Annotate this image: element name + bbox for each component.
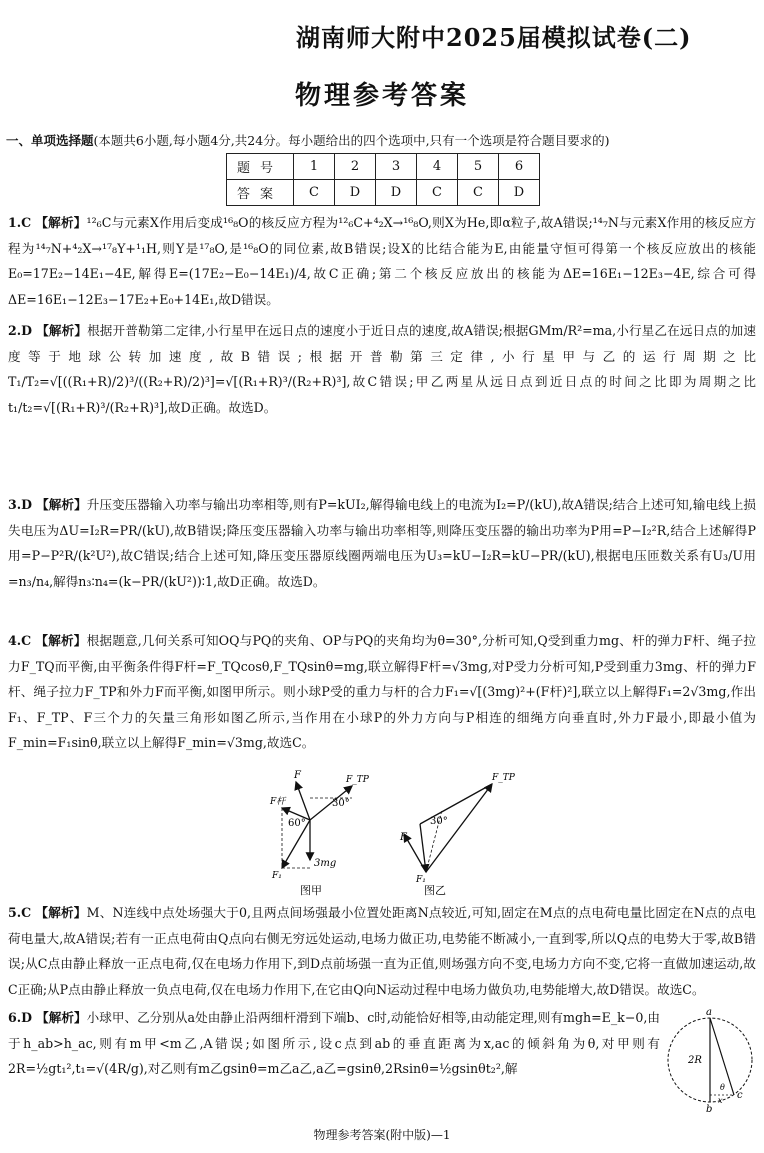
force-ftp-arrow — [426, 784, 492, 872]
question-3-explanation — [8, 492, 756, 594]
section-heading — [6, 131, 610, 149]
force-f1-arrow — [420, 824, 426, 872]
analysis-tag: 【解析】 — [35, 215, 87, 230]
question-text: M、N连线中点处场强大于0,且两点间场强最小位置处距离N点较近,可知,固定在M点的点电荷电量比固定在N点的点电荷电量大,故A错误;若有一正点电荷由Q点向右侧无穷远处运动,电场力做正功,电势能不断减小,一直到零,所以Q点的电势大于零,故B错误;从C点由静止释放一正点电荷,仅在电场力作用下,到D点前场强一直为正值,则场强方向不变,电场力方向不变,它将一直做加速运动,故C正确;从P点由静止释放一负点电荷,仅在电场力作用下,在它由Q向N运动过程中电场力做负功,电势能增大,故D错误。故选C。 — [8, 905, 757, 997]
label-angle-30: 30° — [332, 798, 350, 809]
table-cell: C — [417, 180, 458, 206]
school-title: 湖南师大附中2025届模拟试卷(二) — [296, 23, 692, 52]
table-cell: 2 — [335, 154, 376, 180]
analysis-tag: 【解析】 — [35, 905, 87, 920]
table-header-number: 题号 — [227, 154, 294, 180]
label-c: c — [737, 1090, 743, 1101]
question-6-explanation — [8, 1005, 660, 1082]
question-text: 根据题意,几何关系可知OQ与PQ的夹角、OP与PQ的夹角均为θ=30°,分析可知,Q受到重力mg、杆的弹力F杆、绳子拉力F_TQ而平衡,由平衡条件得F杆=F_TQcosθ,F_TQsinθ=mg,联立解得F杆=√3mg,对P受力分析可知,P受到重力3mg、杆的弹力F杆、绳子拉力F_TP和外力F而平衡,如图甲所示。则小球P受的重力与杆的合力F₁=√[(3mg)²+(F杆)²],联立以上解得F₁=2√3mg,作出F₁、F_TP、F三个力的矢量三角形如图乙所示,当作用在小球P的外力方向与P相连的细绳方向垂直时,外力F最小,即最小值为F_min=F₁sinθ,联立以上解得F_min=√3mg,故选C。 — [8, 633, 757, 750]
page-title: 物理参考答案 — [294, 81, 469, 111]
question-text: ¹²₆C与元素X作用后变成¹⁶₈O的核反应方程为¹²₆C+⁴₂X→¹⁶₈O,则X为He,即α粒子,故A错误;¹⁴₇N与元素X作用的核反应方程为¹⁴₇N+⁴₂X→¹⁷₈Y+¹₁H,则Y是¹⁷₈O,是¹⁶₈O的同位素,故B错误;设X的比结合能为E,由能量守恒可得第一个核反应放出的核能E₀=17E₂−14E₁−4E,解得E=(17E₂−E₀−14E₁)/4,故C正确;第二个核反应放出的核能为ΔE=16E₁−12E₃−4E,综合可得ΔE=16E₁−12E₃−17E₂+E₀+14E₁,故D错误。 — [8, 215, 756, 307]
question-text: 升压变压器输入功率与输出功率相等,则有P=kUI₂,解得输电线上的电流为I₂=P/(kU),故A错误;结合上述可知,输电线上损失电压为ΔU=I₂R=PR/(kU),故B错误;降压变压器输入功率与输出功率相等,则降压变压器的输出功率为P用=P−I₂²R,结合上述解得P用=P−P²R/(k²U²),故C错误;结合上述可知,降压变压器原线圈两端电压为U₃=kU−I₂R=kU−PR/(kU),根据电压匝数关系有U₃/U用=n₃/n₄,解得n₃∶n₄=(k−PR/(kU²))∶1,故D正确。故选D。 — [8, 497, 756, 589]
label-ftp: F_TP — [492, 773, 515, 783]
question-label: 2.D — [8, 323, 33, 338]
figure-caption-jia: 图甲 — [300, 884, 322, 897]
analysis-tag: 【解析】 — [36, 497, 87, 512]
question-1-explanation — [8, 210, 756, 312]
label-angle-60: 60° — [288, 818, 306, 829]
table-cell: 3 — [376, 154, 417, 180]
table-cell: 6 — [499, 154, 540, 180]
page-footer: 物理参考答案(附中版)—1 — [313, 1128, 451, 1142]
question-text: 根据开普勒第二定律,小行星甲在远日点的速度小于近日点的速度,故A错误;根据GMm/R²=ma,小行星乙在远日点的加速度等于地球公转加速度,故B错误;根据开普勒第三定律,小行星甲与乙的运行周期之比T₁/T₂=√[((R₁+R)/2)³/((R₂+R)/2)³]=√[(R₁+R)³/(R₂+R)³],故C错误;甲乙两星从远日点到近日点的时间之比即为周期之比t₁/t₂=√[(R₁+R)³/(R₂+R)³],故D正确。故选D。 — [8, 323, 756, 415]
answer-table-row-answers — [227, 180, 540, 206]
question-label: 4.C — [8, 633, 32, 648]
force-f-arrow — [404, 834, 426, 872]
table-cell: D — [335, 180, 376, 206]
label-f1: F₁ — [416, 875, 426, 885]
force-diagram-figure — [260, 768, 520, 900]
question-label: 1.C — [8, 215, 32, 230]
analysis-tag: 【解析】 — [35, 633, 87, 648]
table-header-answer: 答案 — [227, 180, 294, 206]
section-description: (本题共6小题,每小题4分,共24分。每小题给出的四个选项中,只有一个选项是符合题目要求的) — [93, 133, 610, 148]
question-text: 小球甲、乙分别从a处由静止沿两细杆滑到下端b、c时,动能恰好相等,由动能定理,则有mgh=E_k−0,由于h_ab>h_ac,则有m甲<m乙,A错误;如图所示,设c点到ab的垂直距离为x,ac的倾斜角为θ,对甲则有2R=½gt₁²,t₁=√(4R/g),对乙则有m乙gsinθ=m乙a乙,a乙=gsinθ,2Rsinθ=½gsinθt₂²,解 — [8, 1010, 660, 1076]
question-label: 3.D — [8, 497, 33, 512]
analysis-tag: 【解析】 — [36, 1010, 87, 1025]
label-f1: F₁ — [272, 871, 282, 881]
table-cell: C — [458, 180, 499, 206]
figure-yi — [399, 773, 516, 897]
label-f: F — [400, 832, 407, 843]
label-f: F — [294, 770, 301, 781]
answer-table — [226, 153, 540, 206]
label-weight: 3mg — [314, 858, 337, 869]
section-title: 一、单项选择题 — [6, 133, 94, 148]
label-x: x — [718, 1096, 723, 1105]
table-cell: 5 — [458, 154, 499, 180]
table-cell: C — [294, 180, 335, 206]
table-cell: D — [499, 180, 540, 206]
label-fgan: F杆 — [270, 797, 286, 807]
figure-jia — [269, 770, 370, 897]
answer-table-row-numbers — [227, 154, 540, 180]
question-label: 5.C — [8, 905, 32, 920]
circle-diagram — [660, 1005, 760, 1115]
label-2r: 2R — [688, 1055, 702, 1066]
label-angle-30: 30° — [430, 816, 448, 827]
question-label: 6.D — [8, 1010, 33, 1025]
question-5-explanation — [8, 900, 756, 1002]
table-cell: 1 — [294, 154, 335, 180]
table-cell: D — [376, 180, 417, 206]
table-cell: 4 — [417, 154, 458, 180]
figure-caption-yi: 图乙 — [424, 884, 446, 897]
analysis-tag: 【解析】 — [36, 323, 88, 338]
label-theta: θ — [720, 1083, 725, 1092]
label-a: a — [706, 1007, 712, 1018]
label-ftp: F_TP — [346, 775, 369, 785]
question-2-explanation — [8, 318, 756, 420]
question-4-explanation — [8, 628, 756, 756]
label-b: b — [706, 1104, 713, 1115]
